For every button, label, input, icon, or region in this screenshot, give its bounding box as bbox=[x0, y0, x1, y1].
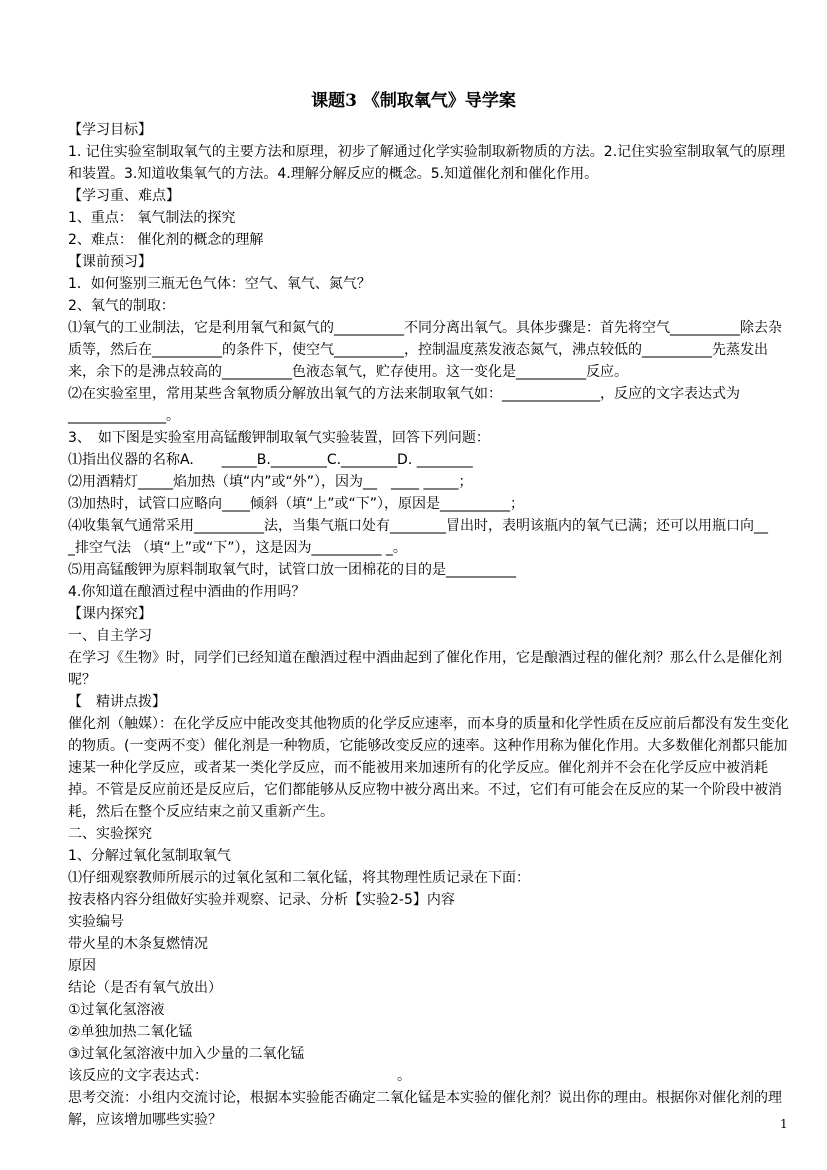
text-line: ⑶加热时，试管口应略向____倾斜（填“上”或“下”），原因是__________； bbox=[68, 496, 525, 512]
text-line: 思考交流：小组内交流讨论，根据本实验能否确定二氧化锰是本实验的催化剂？说出你的理由。根据你对催化剂的理解，应该增加哪些实验？ bbox=[68, 1090, 782, 1128]
text-line: ⑵用酒精灯_____焰加热（填“内”或“外”），因为__ ____ _____； bbox=[68, 474, 473, 490]
text-line: 催化剂（触媒）：在化学反应中能改变其他物质的化学反应速率，而本身的质量和化学性质在反应前后都没有发生变化的物质。(一变两不变）催化剂是一种物质，它能够改变反应的速率。这种作用称为催化作用。大多数催化剂都只能加速某一种化学反应，或者某一类化学反应，而不能被用来加速所有的化学反应。催化剂并不会在化学反应中被消耗掉。不管是反应前还是反应后，它们都能够从反应物中被分离出来。不过，它们有可能会在反应的某一个阶段中被消耗，然后在整个反应结束之前又重新产生。 bbox=[68, 716, 789, 820]
text-line: ⑷收集氧气通常采用__________法，当集气瓶口处有________冒出时，表明该瓶内的氧气已满；还可以用瓶口向__ _排空气法 （填“上”或“下”），这是因为__________ _。 bbox=[68, 518, 787, 556]
text-line: 【学习目标】 bbox=[68, 122, 152, 138]
text-line: ①过氧化氢溶液 bbox=[68, 1002, 165, 1018]
text-line: 2、氧气的制取： bbox=[68, 298, 175, 314]
document-title: 课题3 《制取氧气》导学案 bbox=[311, 91, 516, 111]
text-line: 该反应的文字表达式： 。 bbox=[68, 1068, 411, 1084]
text-line: 【学习重、难点】 bbox=[68, 188, 180, 204]
text-line: 结论（是否有氧气放出） bbox=[68, 980, 222, 996]
text-line: ③过氧化氢溶液中加入少量的二氧化锰 bbox=[68, 1046, 305, 1062]
text-line: 带火星的木条复燃情况 bbox=[68, 936, 208, 952]
text-line: 4.你知道在酿酒过程中酒曲的作用吗？ bbox=[68, 584, 306, 600]
text-line: ⑵在实验室里，常用某些含氧物质分解放出氧气的方法来制取氧气如：______________，反应的文字表达式为______________。 bbox=[68, 386, 740, 424]
text-line: ⑴指出仪器的名称A. _____B.________C.________D. ________ bbox=[68, 452, 473, 468]
text-line: 2、难点： 催化剂的概念的理解 bbox=[68, 232, 264, 248]
text-line: 在学习《生物》时，同学们已经知道在酿酒过程中酒曲起到了催化作用，它是酿酒过程的催化剂？那么什么是催化剂呢？ bbox=[68, 650, 782, 688]
text-line: 按表格内容分组做好实验并观察、记录、分析【实验2-5】内容 bbox=[68, 892, 455, 908]
text-line: ⑴氧气的工业制法，它是利用氧气和氮气的__________不同分离出氧气。具体步骤是：首先将空气__________除去杂质等，然后在__________的条件下，使空气__________，控制温度蒸发液态氮气，沸点较低的__________先蒸发出来，余下的是沸点较高的__________色液态氧气，贮存使用。这一变化是__________反应。 bbox=[68, 320, 782, 380]
text-line: 【课内探究】 bbox=[68, 606, 152, 622]
text-line: 1、重点： 氧气制法的探究 bbox=[68, 210, 236, 226]
text-line: 1．如何鉴别三瓶无色气体：空气、氧气、氮气？ bbox=[68, 276, 371, 292]
text-line: 1. 记住实验室制取氧气的主要方法和原理，初步了解通过化学实验制取新物质的方法。2.记住实验室制取氧气的原理和装置。3.知道收集氧气的方法。4.理解分解反应的概念。5.知道催化剂和催化作用。 bbox=[68, 144, 786, 182]
text-line: 3、 如下图是实验室用高锰酸钾制取氧气实验装置，回答下列问题： bbox=[68, 430, 490, 446]
document-body bbox=[40, 119, 792, 1131]
text-line: 【课前预习】 bbox=[68, 254, 152, 270]
text-line: ⑴仔细观察教师所展示的过氧化氢和二氧化锰，将其物理性质记录在下面： bbox=[68, 870, 530, 886]
page-number: 1 bbox=[780, 1117, 788, 1131]
text-line: 【 精讲点拨】 bbox=[68, 694, 166, 710]
text-line: ②单独加热二氧化锰 bbox=[68, 1024, 193, 1040]
text-line: 实验编号 bbox=[68, 914, 124, 930]
text-line: 二、实验探究 bbox=[68, 826, 152, 842]
text-line: 1、分解过氧化氢制取氧气 bbox=[68, 848, 231, 864]
text-line: ⑸用高锰酸钾为原料制取氧气时，试管口放一团棉花的目的是__________ bbox=[68, 562, 516, 578]
text-line: 一、自主学习 bbox=[68, 628, 152, 644]
text-line: 原因 bbox=[68, 958, 96, 974]
